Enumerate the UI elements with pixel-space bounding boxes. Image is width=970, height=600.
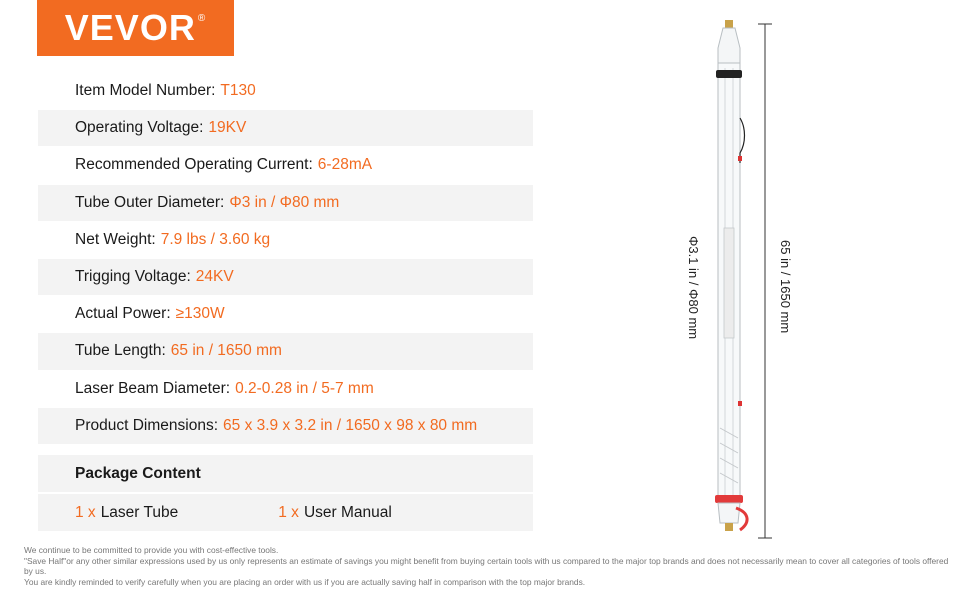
tube-bottom-cap [725, 523, 733, 531]
spec-row-operating-current [38, 147, 533, 184]
package-item [75, 504, 178, 522]
spec-value: ≥130W [175, 305, 225, 323]
disclaimer [24, 545, 959, 587]
disclaimer-line: "Save Half"or any other similar expressions used by us only represents an estimate of savings you might benefit from buying certain tools with us compared to the major top brands and does not necessarily mean to cover all categories of tools offered by us. [24, 555, 949, 576]
tube-inner-element [724, 228, 734, 338]
tube-black-ring [716, 70, 742, 78]
spec-value: 65 x 3.9 x 3.2 in / 1650 x 98 x 80 mm [223, 416, 478, 434]
product-image-laser-tube [680, 18, 800, 548]
spec-value: 65 in / 1650 mm [170, 342, 282, 360]
spec-label: Recommended Operating Current: [75, 156, 313, 174]
tube-marker [738, 156, 742, 161]
package-content-title: Package Content [38, 455, 533, 492]
tube-top-neck [718, 28, 740, 63]
spec-label: Trigging Voltage: [75, 268, 191, 286]
disclaimer-line: We continue to be committed to provide you with cost-effective tools. [24, 545, 279, 555]
spec-value: 0.2-0.28 in / 5-7 mm [235, 379, 374, 397]
spec-table [38, 73, 533, 445]
spec-row-tube-length [38, 333, 533, 370]
spec-label: Product Dimensions: [75, 416, 219, 434]
package-item-qty: 1 x [278, 503, 299, 521]
spec-value: Φ3 in / Φ80 mm [229, 193, 340, 211]
spec-label: Net Weight: [75, 230, 156, 248]
spec-row-net-weight [38, 222, 533, 259]
spec-value: T130 [220, 82, 256, 100]
spec-value: 6-28mA [317, 156, 373, 174]
spec-row-operating-voltage [38, 110, 533, 147]
spec-label: Laser Beam Diameter: [75, 379, 231, 397]
package-item-qty: 1 x [75, 503, 96, 521]
tube-marker [738, 401, 742, 406]
spec-value: 24KV [195, 268, 234, 286]
spec-label: Tube Length: [75, 342, 166, 360]
registered-mark: ® [197, 12, 207, 24]
diameter-label: Φ3.1 in / Φ80 mm [686, 236, 701, 340]
package-item-name: User Manual [303, 503, 392, 521]
spec-label: Item Model Number: [75, 82, 216, 100]
spec-row-model [38, 73, 533, 110]
length-label: 65 in / 1650 mm [778, 240, 793, 334]
spec-label: Operating Voltage: [75, 119, 204, 137]
tube-top-cap [725, 20, 733, 28]
spec-value: 19KV [208, 119, 247, 137]
spec-row-product-dimensions [38, 408, 533, 445]
spec-label: Tube Outer Diameter: [75, 193, 225, 211]
package-content-items [38, 494, 533, 531]
brand-name: VEVOR [64, 7, 196, 48]
spec-row-outer-diameter [38, 185, 533, 222]
spec-row-trigging-voltage [38, 259, 533, 296]
spec-row-actual-power [38, 296, 533, 333]
package-item-name: Laser Tube [100, 503, 179, 521]
spec-label: Actual Power: [75, 305, 171, 323]
package-item [278, 504, 392, 522]
brand-logo [37, 0, 234, 56]
tube-bottom-neck [718, 503, 740, 523]
disclaimer-line: You are kindly reminded to verify carefully when you are placing an order with us if you are actually saving half in comparison with the top major brands. [24, 576, 586, 587]
spec-row-beam-diameter [38, 371, 533, 408]
tube-red-ring [715, 495, 743, 503]
spec-value: 7.9 lbs / 3.60 kg [160, 230, 271, 248]
